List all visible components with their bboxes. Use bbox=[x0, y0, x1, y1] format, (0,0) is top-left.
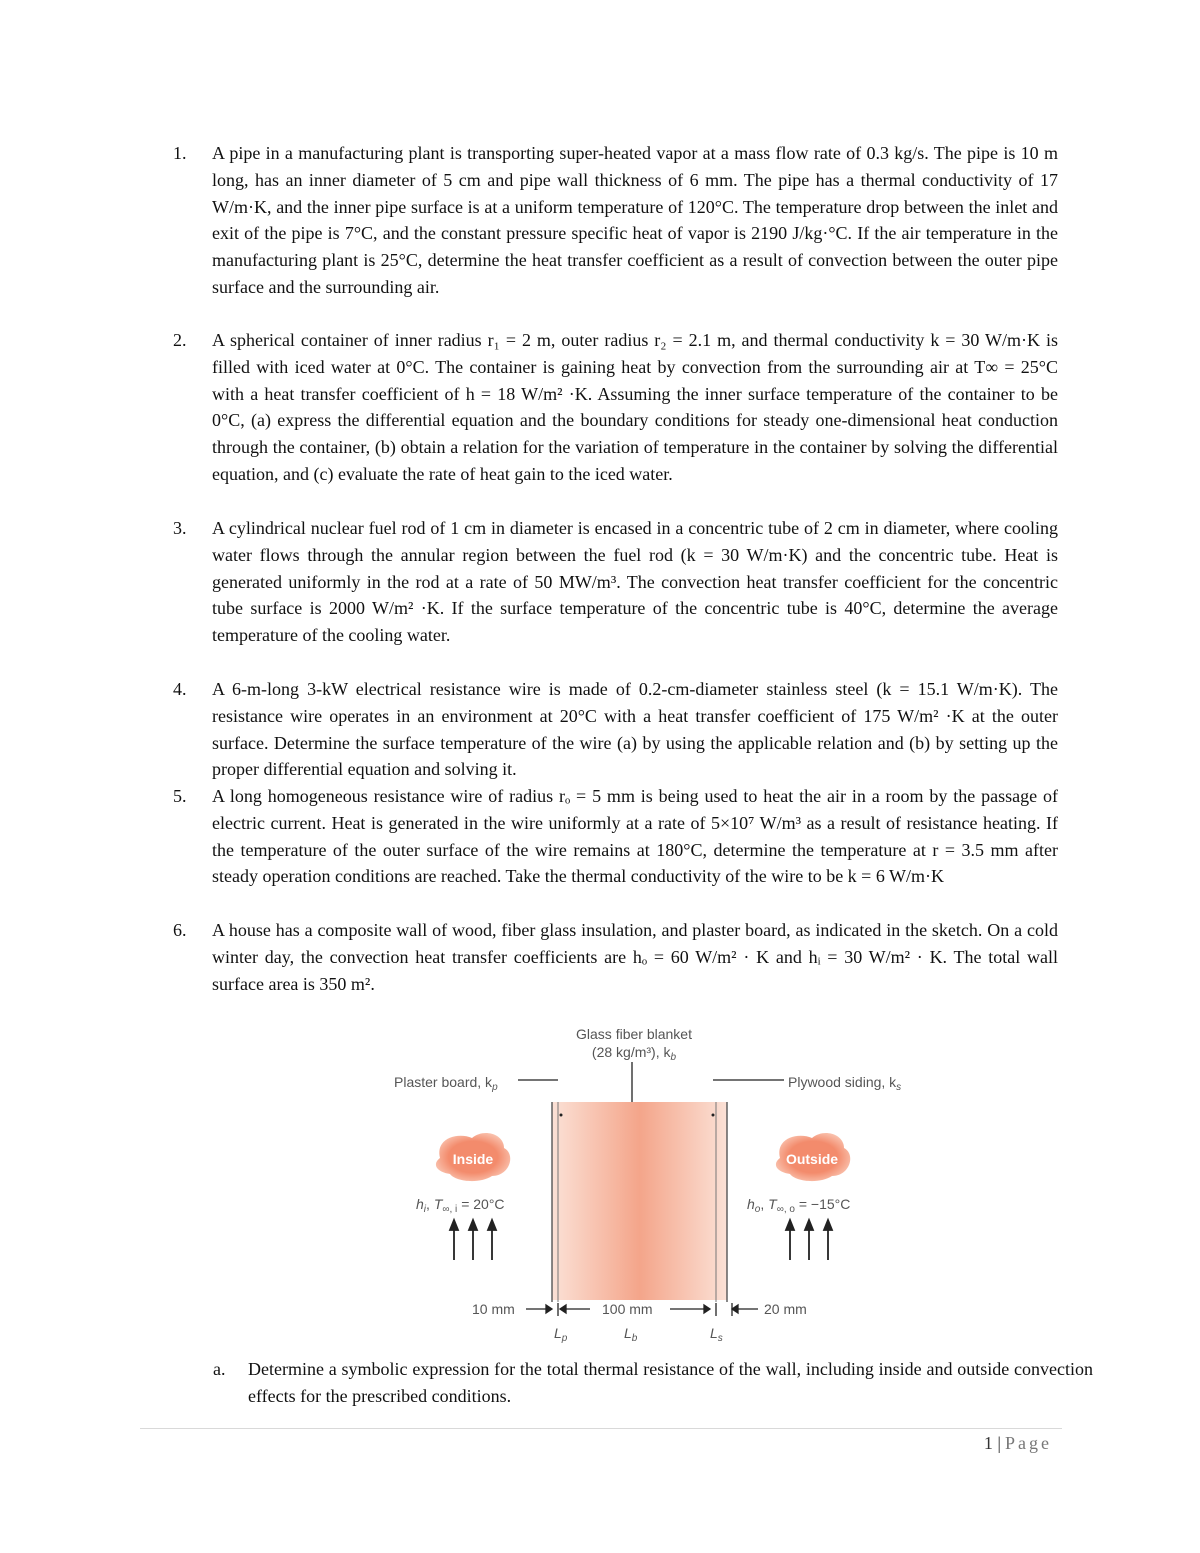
dim-glass-thickness: 100 mm bbox=[602, 1301, 653, 1317]
problem-text: A house has a composite wall of wood, fiber glass insulation, and plaster board, as indicated in the sketch. On a cold winter day, the convection heat transfer coefficients are hₒ = 60 W/m² · K and hᵢ = 30 W/m² · K. The total wall surface area is 350 m². bbox=[212, 920, 1058, 994]
plywood-marker bbox=[712, 1114, 715, 1117]
plaster-board-label: Plaster board, $k_p$ bbox=[394, 1074, 498, 1093]
problem-text: A cylindrical nuclear fuel rod of 1 cm in diameter is encased in a concentric tube of 2 cm in diameter, where cooling water flows through the annular region between the fuel rod (k = 30 W/m·K) and the concentric tube. Heat is generated uniformly in the rod at a rate of 50 MW/m³. The convection heat transfer coefficient for the concentric tube surface is 2000 W/m² ·K. If the surface temperature of the concentric tube is 40°C, determine the average temperature of the cooling water. bbox=[212, 518, 1058, 646]
outside-label: Outside bbox=[785, 1151, 839, 1167]
problem-list bbox=[163, 140, 1058, 997]
page-separator: | bbox=[997, 1433, 1001, 1453]
dim-plywood-thickness: 20 mm bbox=[764, 1301, 807, 1317]
plaster-marker bbox=[560, 1114, 563, 1117]
page-word: Page bbox=[1005, 1433, 1052, 1453]
page-number: 1 bbox=[983, 1433, 993, 1453]
problem-text: A spherical container of inner radius r₁ = 2 m, outer radius r₂ = 2.1 m, and thermal conductivity k = 30 W/m·K is filled with iced water at 0°C. The container is gaining heat by convection from the surrounding air at T∞ = 25°C with a heat transfer coefficient of h = 18 W/m² ·K. Assuming the inner surface temperature of the container to be 0°C, (a) express the differential equation and the boundary conditions for steady one-dimensional heat conduction through the container, (b) obtain a relation for the variation of temperature in the container by solving the differential equation, and (c) evaluate the rate of heat gain to the iced water. bbox=[212, 330, 1058, 484]
composite-wall-svg bbox=[380, 1020, 940, 1355]
subquestion-text: Determine a symbolic expression for the total thermal resistance of the wall, including inside and outside convection effects for the prescribed conditions. bbox=[248, 1359, 1093, 1406]
problem-4 bbox=[163, 676, 1058, 783]
problem-text: A 6-m-long 3-kW electrical resistance wire is made of 0.2-cm-diameter stainless steel (k = 15.1 W/m·K). The resistance wire operates in an environment at 20°C with a heat transfer coefficient of 175 W/m² ·K at the outer surface. Determine the surface temperature of the wire (a) by using the applicable relation and (b) by setting up the proper differential equation and solving it. bbox=[212, 679, 1058, 780]
problem-text: A pipe in a manufacturing plant is transporting super-heated vapor at a mass flow rate of 0.3 kg/s. The pipe is 10 m long, has an inner diameter of 5 cm and pipe wall thickness of 6 mm. The pipe has a thermal conductivity of 17 W/m·K, and the inner pipe surface is at a uniform temperature of 120°C. The temperature drop between the inlet and exit of the pipe is 7°C, and the constant pressure specific heat of vapor is 2190 J/kg·°C. If the air temperature in the manufacturing plant is 25°C, determine the heat transfer coefficient as a result of convection between the outer pipe surface and the surrounding air. bbox=[212, 143, 1058, 297]
problem-number: 5. bbox=[173, 786, 187, 806]
problem-2 bbox=[163, 327, 1058, 515]
label-l-b: $L_b$ bbox=[624, 1325, 638, 1344]
glass-fiber-label: Glass fiber blanket bbox=[576, 1026, 692, 1042]
inside-label: Inside bbox=[452, 1151, 494, 1167]
outside-conditions: $h_o$, $T_{\infty, o} = -15^\circ C$ bbox=[747, 1196, 851, 1215]
problem-number: 3. bbox=[173, 518, 187, 538]
subquestion-a bbox=[213, 1356, 1093, 1410]
problem-number: 1. bbox=[173, 143, 187, 163]
problem-5 bbox=[163, 783, 1058, 917]
inside-flow-arrows bbox=[450, 1220, 496, 1260]
plywood-siding-label: Plywood siding, $k_s$ bbox=[788, 1074, 902, 1093]
wall-body bbox=[552, 1102, 727, 1300]
page-footer bbox=[984, 1433, 1052, 1454]
problem-1 bbox=[163, 140, 1058, 327]
footer-divider bbox=[140, 1428, 1062, 1429]
label-l-s: $L_s$ bbox=[710, 1325, 723, 1344]
problem-number: 2. bbox=[173, 330, 187, 350]
label-l-p: $L_p$ bbox=[554, 1325, 568, 1344]
problem-number: 6. bbox=[173, 920, 187, 940]
problem-number: 4. bbox=[173, 679, 187, 699]
problem-3 bbox=[163, 515, 1058, 676]
inside-conditions: $h_i$, $T_{\infty, i} = 20^\circ C$ bbox=[416, 1196, 505, 1215]
composite-wall-diagram bbox=[380, 1020, 940, 1355]
problem-6 bbox=[163, 917, 1058, 997]
glass-fiber-density-label: (28 kg/m³), $k_b$ bbox=[591, 1044, 677, 1063]
dim-plaster-thickness: 10 mm bbox=[472, 1301, 515, 1317]
subquestion-label: a. bbox=[213, 1359, 226, 1379]
outside-flow-arrows bbox=[786, 1220, 832, 1260]
problem-text: A long homogeneous resistance wire of radius rₒ = 5 mm is being used to heat the air in a room by the passage of electric current. Heat is generated in the wire uniformly at a rate of 5×10⁷ W/m³ as a result of resistance heating. If the temperature of the outer surface of the wire remains at 180°C, determine the temperature at r = 3.5 mm after steady operation conditions are reached. Take the thermal conductivity of the wire to be k = 6 W/m·K bbox=[212, 786, 1058, 887]
